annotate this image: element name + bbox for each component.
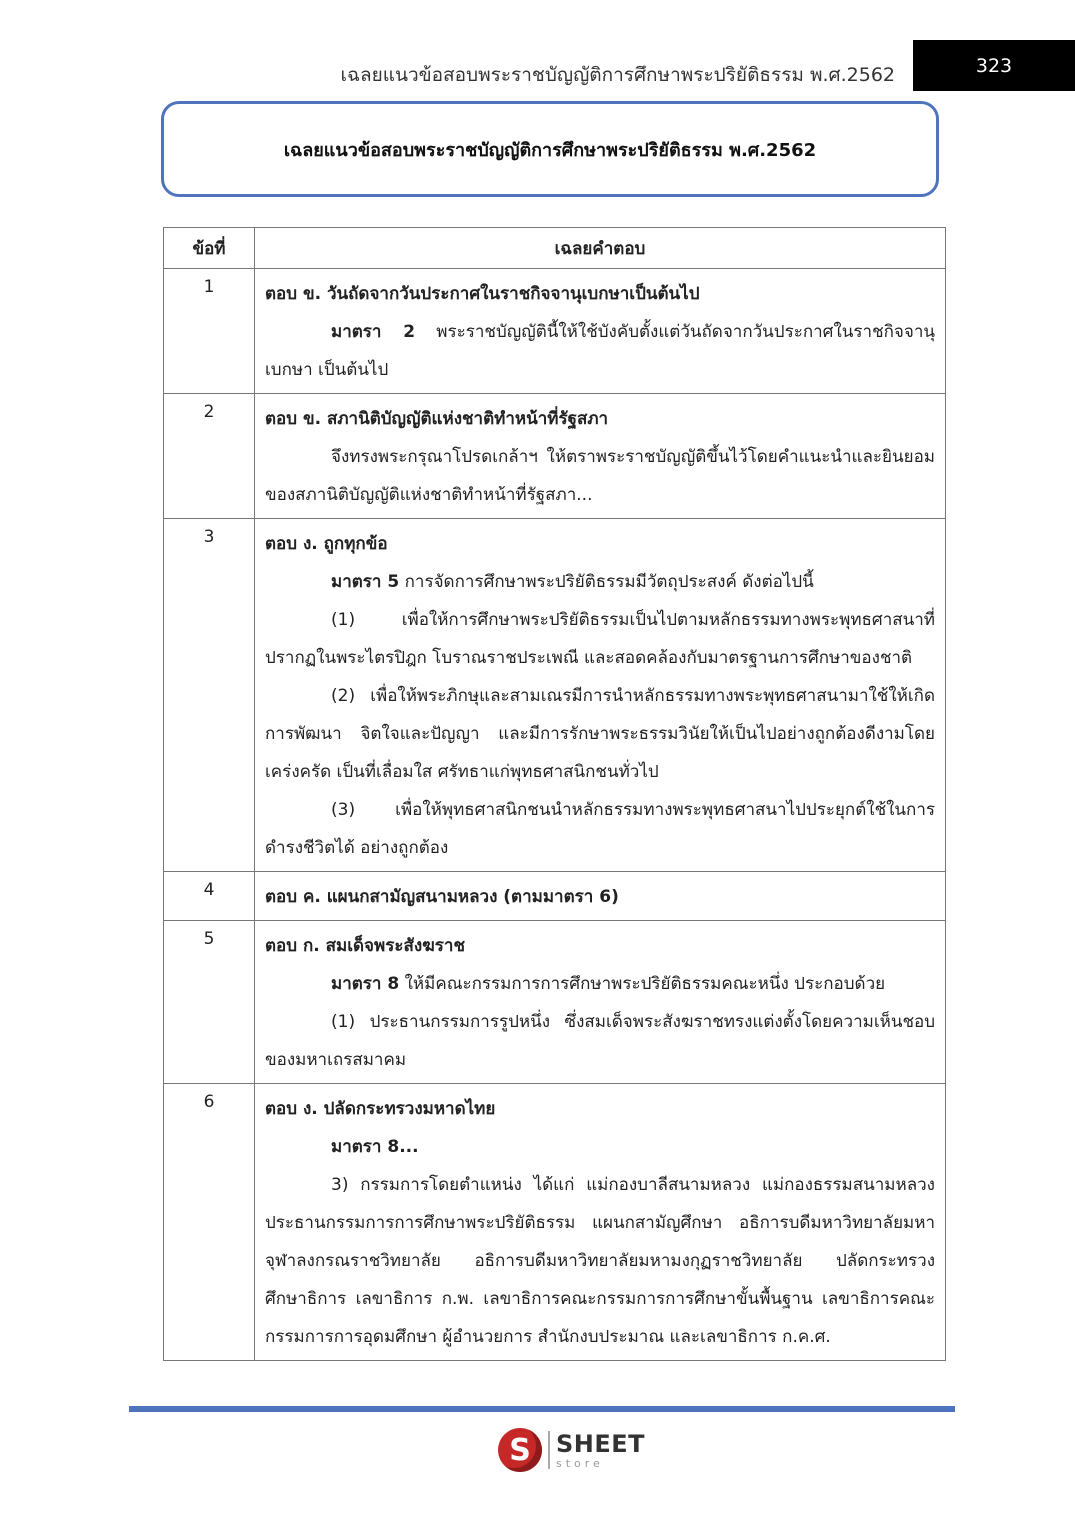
explanation-paragraph: จึงทรงพระกรุณาโปรดเกล้าฯ ให้ตราพระราชบัญญัติขึ้นไว้โดยคำแนะนำและยินยอมของสภานิติบัญญัติแห่งชาติทำหน้าที่รัฐสภา... <box>265 447 935 505</box>
footer-logo <box>498 1428 645 1472</box>
logo-s-icon: S <box>498 1428 542 1472</box>
answer-text: ตอบ ค. แผนกสามัญสนามหลวง (ตามมาตรา 6) <box>265 887 619 907</box>
table-row <box>164 1084 946 1361</box>
explanation-paragraph: (1) ประธานกรรมการรูปหนึ่ง ซึ่งสมเด็จพระสังฆราชทรงแต่งตั้งโดยความเห็นชอบของมหาเถรสมาคม <box>265 1012 935 1070</box>
logo-main-text: SHEET <box>556 1429 646 1458</box>
explanation-paragraph <box>265 563 935 601</box>
section-text: พระราชบัญญัตินี้ให้ใช้บังคับตั้งแต่วันถัดจากวันประกาศในราชกิจจานุเบกษา เป็นต้นไป <box>265 322 935 380</box>
section-text: การจัดการศึกษาพระปริยัติธรรมมีวัตถุประสงค์ ดังต่อไปนี้ <box>399 572 814 592</box>
answer-text: ตอบ ก. สมเด็จพระสังฆราช <box>265 936 465 956</box>
answer-text: ตอบ ข. สภานิติบัญญัติแห่งชาติทำหน้าที่รัฐสภา <box>265 409 609 429</box>
section-ref: มาตรา 2 <box>331 322 416 342</box>
answer-cell <box>255 394 946 519</box>
table-row <box>164 921 946 1084</box>
explanation-paragraph: 3) กรรมการโดยตำแหน่ง ได้แก่ แม่กองบาลีสนามหลวง แม่กองธรรมสนามหลวง ประธานกรรมการการศึกษาพระปริยัติธรรม แผนกสามัญศึกษา อธิการบดีมหาวิทยาลัยมหาจุฬาลงกรณราชวิทยาลัย อธิการบดีมหาวิทยาลัยมหามงกุฏราชวิทยาลัย ปลัดกระทรวงศึกษาธิการ เลขาธิการ ก.พ. เลขาธิการคณะกรรมการการศึกษาขั้นพื้นฐาน เลขาธิการคณะกรรมการการอุดมศึกษา ผู้อำนวยการ สำนักงบประมาณ และเลขาธิการ ก.ค.ศ. <box>265 1175 935 1347</box>
table-row <box>164 394 946 519</box>
footer-divider <box>129 1406 955 1412</box>
explanation-paragraph <box>265 313 935 389</box>
logo-wordmark <box>556 1429 646 1470</box>
row-number: 4 <box>164 872 255 921</box>
column-header-answer: เฉลยคำตอบ <box>255 228 946 269</box>
explanation-paragraph: (2) เพื่อให้พระภิกษุและสามเณรมีการนำหลักธรรมทางพระพุทธศาสนามาใช้ให้เกิดการพัฒนา จิตใจและปัญญา และมีการรักษาพระธรรมวินัยให้เป็นไปอย่างถูกต้องดีงามโดยเคร่งครัด เป็นที่เลื่อมใส ศรัทธาแก่พุทธศาสนิกชนทั่วไป <box>265 686 935 782</box>
section-text: ให้มีคณะกรรมการการศึกษาพระปริยัติธรรมคณะหนึ่ง ประกอบด้วย <box>399 974 886 994</box>
logo-sub-text: store <box>556 1456 604 1470</box>
section-ref: มาตรา 5 <box>331 572 400 592</box>
column-header-no: ข้อที่ <box>164 228 255 269</box>
answer-cell <box>255 269 946 394</box>
explanation-paragraph: (1) เพื่อให้การศึกษาพระปริยัติธรรมเป็นไปตามหลักธรรมทางพระพุทธศาสนาที่ปรากฏในพระไตรปิฎก โบราณราชประเพณี และสอดคล้องกับมาตรฐานการศึกษาของชาติ <box>265 610 935 668</box>
answer-text: ตอบ ง. ปลัดกระทรวงมหาดไทย <box>265 1099 496 1119</box>
explanation-paragraph: (3) เพื่อให้พุทธศาสนิกชนนำหลักธรรมทางพระพุทธศาสนาไปประยุกต์ใช้ในการดำรงชีวิตได้ อย่างถูกต้อง <box>265 800 935 858</box>
running-header: เฉลยแนวข้อสอบพระราชบัญญัติการศึกษาพระปริยัติธรรม พ.ศ.2562 <box>340 64 895 86</box>
answer-text: ตอบ ง. ถูกทุกข้อ <box>265 534 388 554</box>
page-title: เฉลยแนวข้อสอบพระราชบัญญัติการศึกษาพระปริยัติธรรม พ.ศ.2562 <box>283 139 817 161</box>
answer-cell <box>255 1084 946 1361</box>
row-number: 6 <box>164 1084 255 1361</box>
answer-table <box>163 227 946 1361</box>
table-header-row <box>164 228 946 269</box>
title-box <box>161 101 939 197</box>
section-ref: มาตรา 8 <box>331 974 400 994</box>
table-row <box>164 872 946 921</box>
page-number: 323 <box>913 40 1075 91</box>
row-number: 2 <box>164 394 255 519</box>
logo-separator <box>548 1431 550 1469</box>
row-number: 3 <box>164 519 255 872</box>
section-ref: มาตรา 8... <box>331 1137 419 1157</box>
table-row <box>164 269 946 394</box>
answer-cell <box>255 921 946 1084</box>
table-row <box>164 519 946 872</box>
explanation-paragraph <box>265 965 935 1003</box>
answer-cell <box>255 519 946 872</box>
answer-text: ตอบ ข. วันถัดจากวันประกาศในราชกิจจานุเบกษาเป็นต้นไป <box>265 284 700 304</box>
row-number: 5 <box>164 921 255 1084</box>
row-number: 1 <box>164 269 255 394</box>
answer-cell <box>255 872 946 921</box>
